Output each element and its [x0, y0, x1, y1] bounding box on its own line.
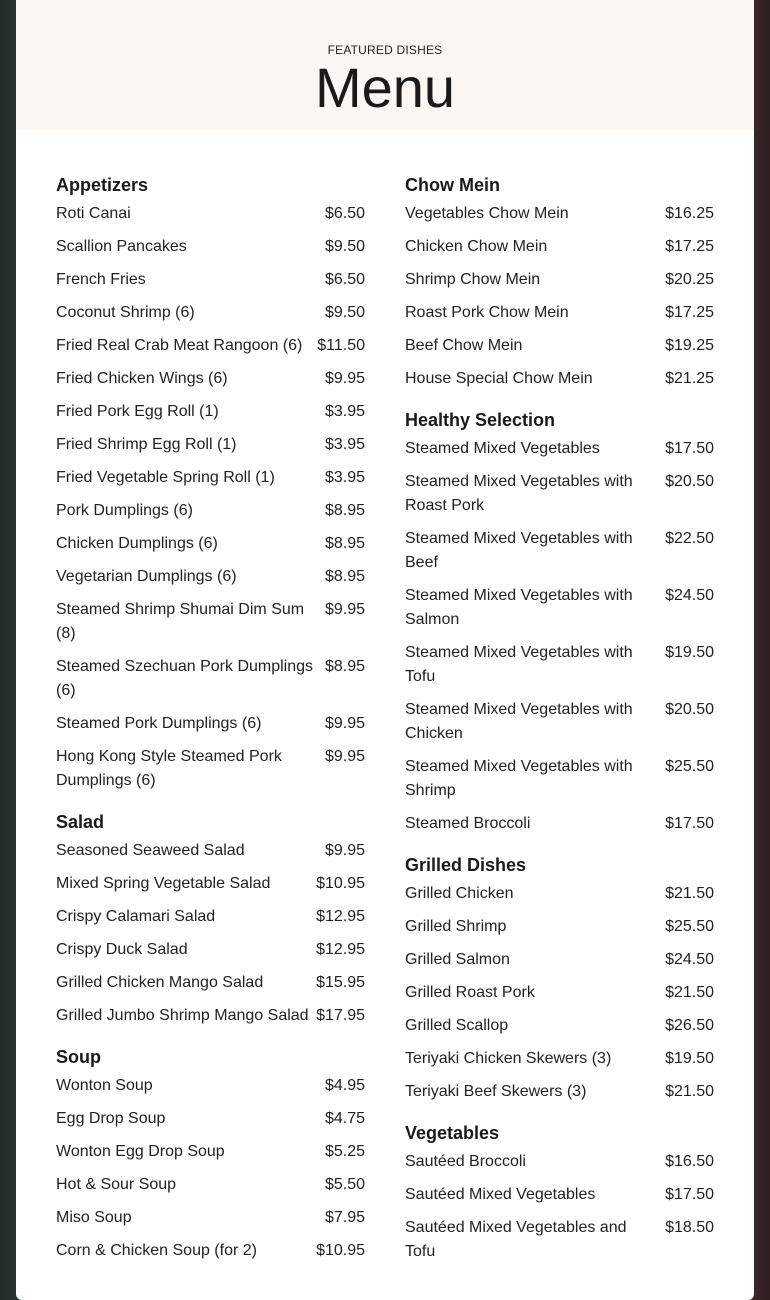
menu-item-name: Fried Vegetable Spring Roll (1): [56, 469, 275, 486]
menu-item-name: Fried Chicken Wings (6): [56, 370, 228, 387]
menu-item-name: Teriyaki Chicken Skewers (3): [405, 1050, 612, 1067]
menu-item-price: $25.50: [665, 918, 714, 935]
menu-item: [405, 1014, 714, 1038]
menu-item-price: $9.95: [324, 370, 365, 387]
menu-item-name: Scallion Pancakes: [56, 238, 187, 255]
menu-item-name: Steamed Mixed Vegetables: [405, 440, 600, 457]
menu-item-price: $17.50: [665, 440, 714, 457]
menu-item-price: $4.75: [324, 1110, 365, 1127]
menu-item: [405, 882, 714, 906]
menu-item-name: Miso Soup: [56, 1209, 132, 1226]
section-title: Vegetables: [405, 1123, 500, 1143]
menu-item-price: $20.50: [665, 701, 714, 718]
menu-item-name: Corn & Chicken Soup (for 2): [56, 1242, 257, 1259]
menu-item-name: Grilled Roast Pork: [405, 984, 535, 1001]
menu-item-price: $26.50: [665, 1017, 714, 1034]
menu-item-name: Mixed Spring Vegetable Salad: [56, 875, 271, 892]
menu-item-price: $12.95: [316, 908, 365, 925]
menu-item-price: $3.95: [324, 469, 365, 486]
menu-item-price: $17.25: [665, 238, 714, 255]
menu-item: [405, 334, 714, 358]
menu-item: [56, 712, 365, 736]
menu-item-price: $19.50: [665, 1050, 714, 1067]
menu-item-price: $9.95: [324, 601, 365, 618]
menu-item-name: French Fries: [56, 271, 146, 288]
menu-item: [405, 1183, 714, 1207]
menu-item-price: $6.50: [324, 205, 365, 222]
menu-item: [56, 1173, 365, 1197]
menu-item-price: $21.50: [665, 885, 714, 902]
menu-item-price: $5.50: [324, 1176, 365, 1193]
menu-item-name: Wonton Soup: [56, 1077, 153, 1094]
section-title: Appetizers: [56, 175, 149, 195]
menu-item: [405, 1080, 714, 1104]
menu-section-vegetables: [405, 1120, 714, 1264]
menu-card: [16, 0, 754, 1300]
menu-item: [56, 202, 365, 226]
menu-item: [56, 1140, 365, 1164]
menu-item-price: $8.95: [324, 502, 365, 519]
menu-item-price: $17.50: [665, 815, 714, 832]
menu-item-price: $8.95: [324, 535, 365, 552]
menu-item-price: $24.50: [665, 587, 714, 604]
menu-item-name: Roti Canai: [56, 205, 131, 222]
menu-item-name: Seasoned Seaweed Salad: [56, 842, 245, 859]
menu-item: [56, 400, 365, 424]
menu-item: [56, 433, 365, 457]
menu-item: [405, 301, 714, 325]
menu-item-name: Steamed Mixed Vegetables with Roast Pork: [405, 473, 633, 514]
menu-item-price: $4.95: [324, 1077, 365, 1094]
menu-item-name: Chicken Chow Mein: [405, 238, 548, 255]
menu-item: [405, 202, 714, 226]
menu-item: [405, 948, 714, 972]
menu-item: [56, 938, 365, 962]
featured-dishes-label: FEATURED DISHES: [327, 43, 443, 57]
menu-item-price: $3.95: [324, 403, 365, 420]
menu-item-price: $21.25: [665, 370, 714, 387]
menu-item-price: $9.95: [324, 842, 365, 859]
menu-item-price: $15.95: [316, 974, 365, 991]
menu-item-price: $18.50: [665, 1219, 714, 1236]
menu-item-price: $16.50: [665, 1153, 714, 1170]
menu-item: [56, 655, 365, 703]
menu-item: [56, 745, 365, 793]
menu-item-name: Vegetarian Dumplings (6): [56, 568, 237, 585]
menu-item-name: Steamed Mixed Vegetables with Salmon: [405, 587, 633, 628]
menu-item-name: Steamed Broccoli: [405, 815, 531, 832]
menu-item: [405, 268, 714, 292]
menu-item-name: Steamed Mixed Vegetables with Shrimp: [405, 758, 633, 799]
menu-item: [405, 755, 714, 803]
menu-item-price: $10.95: [316, 875, 365, 892]
menu-item-name: Chicken Dumplings (6): [56, 535, 218, 552]
menu-item-name: Hot & Sour Soup: [56, 1176, 177, 1193]
menu-section-grilled-dishes: [405, 852, 714, 1104]
menu-item: [56, 1107, 365, 1131]
menu-item-price: $11.50: [317, 337, 365, 354]
menu-item: [405, 698, 714, 746]
menu-item-name: Steamed Mixed Vegetables with Tofu: [405, 644, 633, 685]
menu-item: [405, 915, 714, 939]
menu-item-price: $10.95: [316, 1242, 365, 1259]
menu-item-price: $16.25: [665, 205, 714, 222]
menu-item: [56, 905, 365, 929]
menu-item-price: $3.95: [324, 436, 365, 453]
menu-section-soup: [56, 1044, 365, 1263]
menu-item: [405, 367, 714, 391]
menu-item-name: Crispy Calamari Salad: [56, 908, 216, 925]
menu-column-right: [405, 172, 714, 1280]
menu-item-name: Teriyaki Beef Skewers (3): [405, 1083, 587, 1100]
menu-item: [56, 532, 365, 556]
menu-item-name: Pork Dumplings (6): [56, 502, 193, 519]
menu-item: [405, 812, 714, 836]
menu-item-price: $17.25: [665, 304, 714, 321]
menu-header: [16, 0, 754, 130]
menu-item-name: Fried Real Crab Meat Rangoon (6): [56, 337, 303, 354]
menu-item: [405, 235, 714, 259]
menu-item: [405, 981, 714, 1005]
menu-item: [56, 499, 365, 523]
menu-item: [56, 301, 365, 325]
section-title: Salad: [56, 812, 105, 832]
menu-item-name: House Special Chow Mein: [405, 370, 593, 387]
menu-item-name: Wonton Egg Drop Soup: [56, 1143, 225, 1160]
section-title: Healthy Selection: [405, 410, 556, 430]
menu-item-name: Vegetables Chow Mein: [405, 205, 569, 222]
menu-item: [405, 584, 714, 632]
menu-item-name: Fried Pork Egg Roll (1): [56, 403, 219, 420]
menu-item-price: $19.50: [665, 644, 714, 661]
menu-item-price: $12.95: [316, 941, 365, 958]
menu-item-name: Beef Chow Mein: [405, 337, 523, 354]
menu-item-price: $17.95: [316, 1007, 365, 1024]
menu-item-name: Shrimp Chow Mein: [405, 271, 541, 288]
menu-item-price: $20.50: [665, 473, 714, 490]
menu-item-price: $9.50: [324, 304, 365, 321]
menu-item: [56, 367, 365, 391]
menu-item-name: Hong Kong Style Steamed Pork Dumplings (6): [56, 748, 282, 789]
menu-item-name: Egg Drop Soup: [56, 1110, 166, 1127]
menu-section-salad: [56, 809, 365, 1028]
menu-item: [56, 598, 365, 646]
menu-item: [56, 1004, 365, 1028]
page-title: Menu: [314, 56, 456, 119]
menu-item: [56, 268, 365, 292]
menu-item-name: Crispy Duck Salad: [56, 941, 188, 958]
menu-section-chow-mein: [405, 172, 714, 391]
section-title: Chow Mein: [405, 175, 500, 195]
menu-item-name: Steamed Mixed Vegetables with Chicken: [405, 701, 633, 742]
menu-item-name: Grilled Jumbo Shrimp Mango Salad: [56, 1007, 309, 1024]
menu-item-price: $21.50: [665, 984, 714, 1001]
menu-item: [56, 565, 365, 589]
menu-item: [56, 1206, 365, 1230]
menu-item: [405, 641, 714, 689]
menu-item-name: Grilled Salmon: [405, 951, 510, 968]
menu-item-price: $24.50: [665, 951, 714, 968]
menu-item: [56, 466, 365, 490]
menu-section-healthy-selection: [405, 407, 714, 836]
menu-item-name: Sautéed Mixed Vegetables and Tofu: [405, 1219, 627, 1260]
menu-item-price: $25.50: [665, 758, 714, 775]
menu-item-name: Steamed Shrimp Shumai Dim Sum (8): [56, 601, 305, 642]
menu-item-name: Sautéed Mixed Vegetables: [405, 1186, 596, 1203]
menu-item-price: $19.25: [665, 337, 714, 354]
menu-item-name: Fried Shrimp Egg Roll (1): [56, 436, 237, 453]
menu-item-price: $17.50: [665, 1186, 714, 1203]
menu-item: [56, 971, 365, 995]
menu-item-name: Grilled Chicken Mango Salad: [56, 974, 264, 991]
menu-item: [405, 1216, 714, 1264]
menu-item: [56, 1239, 365, 1263]
menu-item: [405, 1150, 714, 1174]
menu-item-price: $9.95: [324, 715, 365, 732]
menu-item: [405, 470, 714, 518]
menu-item-name: Sautéed Broccoli: [405, 1153, 526, 1170]
menu-item: [56, 872, 365, 896]
menu-item: [56, 334, 365, 358]
menu-item-name: Coconut Shrimp (6): [56, 304, 195, 321]
menu-item-price: $7.95: [324, 1209, 365, 1226]
menu-item: [56, 839, 365, 863]
menu-item: [405, 527, 714, 575]
menu-item-name: Roast Pork Chow Mein: [405, 304, 569, 321]
menu-item-price: $8.95: [324, 568, 365, 585]
menu-item-name: Steamed Pork Dumplings (6): [56, 715, 262, 732]
menu-item-price: $5.25: [324, 1143, 365, 1160]
section-title: Grilled Dishes: [405, 855, 527, 875]
menu-item-name: Grilled Chicken: [405, 885, 514, 902]
menu-item: [405, 1047, 714, 1071]
menu-item-name: Grilled Shrimp: [405, 918, 507, 935]
menu-item-name: Steamed Mixed Vegetables with Beef: [405, 530, 633, 571]
menu-column-left: [56, 172, 365, 1279]
menu-item-price: $6.50: [324, 271, 365, 288]
menu-item-price: $8.95: [324, 658, 365, 675]
menu-section-appetizers: [56, 172, 365, 793]
section-title: Soup: [56, 1047, 101, 1067]
menu-item-price: $22.50: [665, 530, 714, 547]
menu-item: [56, 235, 365, 259]
menu-item: [56, 1074, 365, 1098]
menu-item-price: $9.50: [324, 238, 365, 255]
menu-item-price: $20.25: [665, 271, 714, 288]
menu-item-name: Grilled Scallop: [405, 1017, 509, 1034]
menu-item-price: $9.95: [324, 748, 365, 765]
menu-item-name: Steamed Szechuan Pork Dumplings (6): [56, 658, 314, 699]
menu-item: [405, 437, 714, 461]
menu-item-price: $21.50: [665, 1083, 714, 1100]
